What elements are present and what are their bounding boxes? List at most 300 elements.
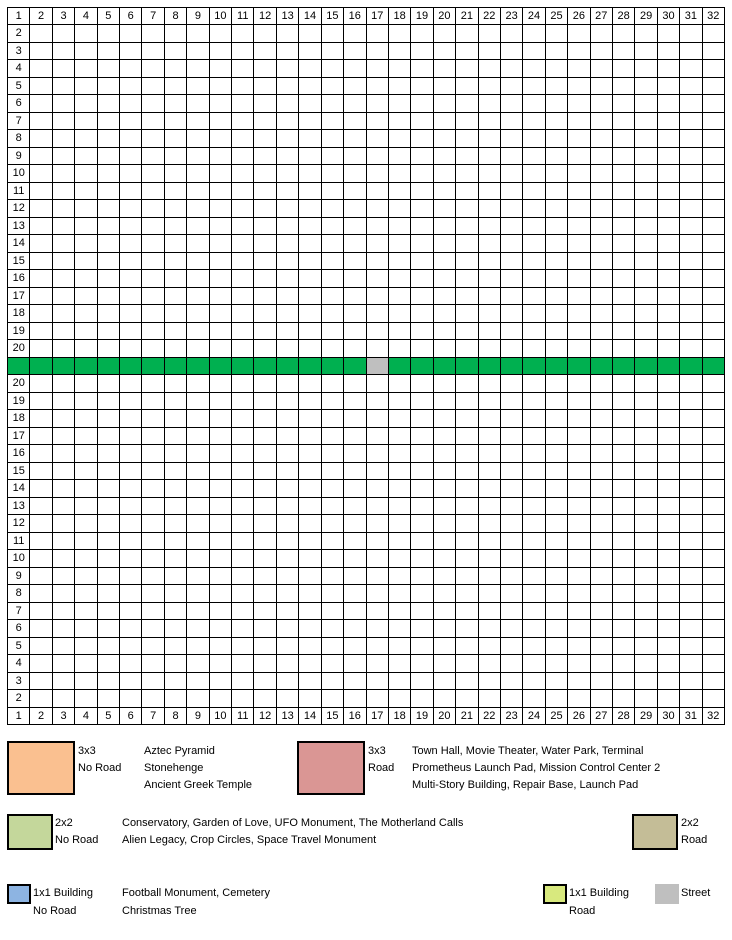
grid-cell (298, 654, 321, 672)
grid-cell (657, 147, 680, 165)
grid-cell (522, 602, 545, 620)
grid-cell (500, 42, 523, 60)
grid-cell (500, 199, 523, 217)
grid-cell (388, 164, 411, 182)
grid-cell (433, 112, 456, 130)
column-number-cell: 20 (433, 707, 456, 725)
grid-cell (679, 147, 702, 165)
grid-cell (455, 217, 478, 235)
grid-cell (231, 199, 254, 217)
grid-cell (433, 567, 456, 585)
grid-cell (343, 409, 366, 427)
column-number-cell: 1 (7, 707, 30, 725)
grid-cell (164, 444, 187, 462)
grid-cell (52, 567, 75, 585)
grid-cell (52, 497, 75, 515)
grid-cell (590, 147, 613, 165)
grid-cell (478, 532, 501, 550)
grid-cell (74, 392, 97, 410)
grid-cell (657, 339, 680, 357)
grid-cell (433, 77, 456, 95)
grid-cell (567, 182, 590, 200)
grid-cell (52, 654, 75, 672)
grid-cell (186, 619, 209, 637)
row-number-cell: 18 (7, 304, 30, 322)
grid-cell (634, 549, 657, 567)
grid-cell (545, 287, 568, 305)
grid-cell (657, 672, 680, 690)
legend-size-label: 2x2 (681, 817, 699, 829)
grid-cell (388, 112, 411, 130)
grid-cell (410, 654, 433, 672)
grid-cell (590, 619, 613, 637)
grid-cell (298, 689, 321, 707)
grid-cell (29, 234, 52, 252)
column-number-cell: 21 (455, 7, 478, 25)
grid-cell (97, 532, 120, 550)
grid-cell (478, 304, 501, 322)
grid-cell (343, 147, 366, 165)
grid-cell (119, 619, 142, 637)
grid-cell (545, 584, 568, 602)
grid-cell (186, 164, 209, 182)
grid-cell (410, 234, 433, 252)
grid-cell (522, 637, 545, 655)
row-number-cell: 7 (7, 112, 30, 130)
grid-cell (679, 234, 702, 252)
grid-cell (388, 479, 411, 497)
grid-cell (612, 24, 635, 42)
grid-cell (119, 637, 142, 655)
grid-cell (321, 637, 344, 655)
grid-cell (253, 42, 276, 60)
grid-cell (545, 59, 568, 77)
column-number-cell: 11 (231, 707, 254, 725)
grid-cell (522, 147, 545, 165)
column-number-cell: 26 (567, 7, 590, 25)
grid-cell (74, 94, 97, 112)
grid-cell (253, 94, 276, 112)
grid-cell (478, 77, 501, 95)
grid-cell (612, 77, 635, 95)
road-cell (253, 357, 276, 375)
grid-cell (231, 462, 254, 480)
grid-cell (702, 77, 725, 95)
grid-cell (522, 392, 545, 410)
grid-cell (141, 234, 164, 252)
column-number-cell: 31 (679, 707, 702, 725)
grid-cell (612, 392, 635, 410)
grid-cell (500, 497, 523, 515)
grid-cell (634, 304, 657, 322)
grid-cell (366, 112, 389, 130)
row-number-cell: 11 (7, 532, 30, 550)
grid-cell (455, 409, 478, 427)
grid-cell (209, 567, 232, 585)
grid-cell (29, 672, 52, 690)
grid-cell (366, 199, 389, 217)
grid-cell (52, 199, 75, 217)
grid-cell (657, 217, 680, 235)
grid-cell (119, 462, 142, 480)
grid-cell (545, 549, 568, 567)
grid-cell (455, 497, 478, 515)
grid-cell (545, 409, 568, 427)
grid-cell (702, 374, 725, 392)
grid-cell (366, 217, 389, 235)
grid-cell (366, 322, 389, 340)
column-number-cell: 30 (657, 7, 680, 25)
grid-cell (186, 654, 209, 672)
row-number-cell: 11 (7, 182, 30, 200)
grid-cell (612, 462, 635, 480)
grid-cell (253, 59, 276, 77)
grid-cell (209, 637, 232, 655)
grid-cell (612, 287, 635, 305)
grid-cell (119, 689, 142, 707)
grid-cell (567, 252, 590, 270)
grid-cell (321, 409, 344, 427)
grid-cell (433, 24, 456, 42)
grid-cell (590, 199, 613, 217)
grid-cell (634, 654, 657, 672)
grid-cell (321, 339, 344, 357)
grid-cell (590, 217, 613, 235)
grid-cell (119, 77, 142, 95)
grid-cell (545, 339, 568, 357)
grid-cell (231, 24, 254, 42)
grid-cell (410, 637, 433, 655)
grid-cell (52, 77, 75, 95)
grid-cell (186, 602, 209, 620)
legend-swatch-2x2-road (632, 814, 678, 850)
grid-cell (321, 322, 344, 340)
grid-cell (545, 532, 568, 550)
grid-cell (433, 497, 456, 515)
grid-cell (478, 164, 501, 182)
grid-cell (298, 602, 321, 620)
grid-cell (478, 252, 501, 270)
grid-cell (679, 182, 702, 200)
grid-cell (29, 269, 52, 287)
grid-cell (567, 42, 590, 60)
grid-cell (186, 497, 209, 515)
grid-cell (634, 129, 657, 147)
grid-cell (545, 147, 568, 165)
row-number-cell: 16 (7, 269, 30, 287)
grid-cell (478, 409, 501, 427)
grid-cell (567, 549, 590, 567)
grid-cell (410, 42, 433, 60)
grid-cell (209, 322, 232, 340)
grid-cell (29, 584, 52, 602)
grid-cell (455, 234, 478, 252)
grid-cell (612, 444, 635, 462)
grid-cell (567, 77, 590, 95)
column-number-cell: 5 (97, 707, 120, 725)
grid-cell (97, 164, 120, 182)
grid-cell (164, 409, 187, 427)
grid-cell (97, 584, 120, 602)
grid-cell (500, 444, 523, 462)
grid-cell (164, 287, 187, 305)
grid-cell (321, 129, 344, 147)
grid-cell (478, 427, 501, 445)
grid-cell (478, 637, 501, 655)
grid-cell (545, 374, 568, 392)
grid-cell (74, 532, 97, 550)
column-number-cell: 4 (74, 7, 97, 25)
grid-cell (410, 567, 433, 585)
grid-cell (522, 287, 545, 305)
grid-cell (634, 374, 657, 392)
grid-cell (702, 94, 725, 112)
column-number-cell: 10 (209, 7, 232, 25)
grid-cell (276, 77, 299, 95)
row-number-cell: 10 (7, 549, 30, 567)
grid-cell (164, 252, 187, 270)
grid-cell (567, 147, 590, 165)
legend-building-list: Alien Legacy, Crop Circles, Space Travel Monument (122, 834, 377, 846)
grid-cell (186, 147, 209, 165)
column-number-cell: 11 (231, 7, 254, 25)
row-number-cell: 2 (7, 689, 30, 707)
grid-cell (455, 567, 478, 585)
grid-cell (545, 269, 568, 287)
grid-cell (612, 584, 635, 602)
grid-cell (612, 234, 635, 252)
grid-cell (231, 479, 254, 497)
grid-cell (298, 182, 321, 200)
grid-cell (388, 672, 411, 690)
grid-cell (500, 392, 523, 410)
grid-cell (164, 567, 187, 585)
grid-cell (276, 234, 299, 252)
grid-cell (231, 654, 254, 672)
grid-cell (343, 42, 366, 60)
grid-cell (702, 602, 725, 620)
grid-cell (298, 584, 321, 602)
grid-cell (634, 269, 657, 287)
grid-cell (97, 24, 120, 42)
grid-cell (545, 234, 568, 252)
grid-cell (590, 77, 613, 95)
grid-cell (74, 217, 97, 235)
grid-cell (657, 462, 680, 480)
grid-cell (52, 549, 75, 567)
grid-cell (366, 514, 389, 532)
grid-cell (388, 182, 411, 200)
grid-cell (433, 392, 456, 410)
grid-cell (209, 654, 232, 672)
grid-cell (433, 584, 456, 602)
grid-cell (119, 339, 142, 357)
grid-cell (231, 427, 254, 445)
column-number-cell: 24 (522, 707, 545, 725)
grid-cell (343, 567, 366, 585)
grid-cell (612, 182, 635, 200)
grid-cell (433, 59, 456, 77)
grid-cell (545, 462, 568, 480)
grid-cell (321, 497, 344, 515)
grid-cell (634, 94, 657, 112)
grid-cell (253, 689, 276, 707)
legend-swatch-3x3-road (297, 741, 365, 795)
grid-cell (52, 129, 75, 147)
grid-cell (231, 182, 254, 200)
grid-cell (478, 479, 501, 497)
grid-cell (478, 322, 501, 340)
grid-cell (141, 339, 164, 357)
grid-cell (567, 374, 590, 392)
row-number-cell: 20 (7, 339, 30, 357)
grid-cell (231, 409, 254, 427)
grid-cell (702, 234, 725, 252)
grid-cell (590, 549, 613, 567)
grid-cell (567, 304, 590, 322)
grid-cell (186, 112, 209, 130)
grid-cell (253, 339, 276, 357)
grid-cell (52, 462, 75, 480)
grid-cell (74, 322, 97, 340)
grid-cell (366, 269, 389, 287)
grid-cell (366, 549, 389, 567)
grid-cell (164, 112, 187, 130)
grid-cell (343, 182, 366, 200)
grid-cell (164, 549, 187, 567)
grid-cell (388, 77, 411, 95)
grid-cell (455, 619, 478, 637)
grid-cell (500, 672, 523, 690)
grid-cell (209, 479, 232, 497)
legend-building-list: Town Hall, Movie Theater, Water Park, Terminal (412, 745, 644, 757)
grid-cell (186, 637, 209, 655)
grid-cell (74, 409, 97, 427)
grid-cell (186, 427, 209, 445)
grid-cell (52, 689, 75, 707)
grid-cell (74, 514, 97, 532)
grid-cell (679, 602, 702, 620)
grid-cell (410, 339, 433, 357)
grid-cell (74, 182, 97, 200)
grid-cell (612, 252, 635, 270)
column-number-cell: 27 (590, 707, 613, 725)
row-number-cell: 12 (7, 514, 30, 532)
grid-cell (545, 77, 568, 95)
legend-building-list: Football Monument, Cemetery (122, 887, 270, 899)
grid-cell (366, 462, 389, 480)
grid-cell (455, 339, 478, 357)
grid-cell (522, 304, 545, 322)
grid-cell (97, 94, 120, 112)
column-number-cell: 7 (141, 7, 164, 25)
grid-cell (366, 602, 389, 620)
grid-cell (209, 462, 232, 480)
grid-cell (679, 514, 702, 532)
grid-cell (567, 59, 590, 77)
grid-cell (612, 567, 635, 585)
grid-cell (366, 654, 389, 672)
grid-cell (97, 287, 120, 305)
grid-cell (276, 147, 299, 165)
grid-cell (186, 59, 209, 77)
grid-cell (679, 567, 702, 585)
grid-cell (545, 392, 568, 410)
legend-size-label: 2x2 (55, 817, 73, 829)
grid-cell (74, 42, 97, 60)
grid-cell (97, 234, 120, 252)
grid-cell (209, 287, 232, 305)
grid-cell (186, 42, 209, 60)
road-cell (97, 357, 120, 375)
grid-cell (388, 602, 411, 620)
grid-cell (119, 479, 142, 497)
grid-cell (298, 479, 321, 497)
grid-cell (321, 532, 344, 550)
row-number-cell: 19 (7, 322, 30, 340)
grid-cell (141, 584, 164, 602)
grid-cell (164, 269, 187, 287)
grid-cell (567, 164, 590, 182)
grid-cell (590, 514, 613, 532)
grid-cell (634, 479, 657, 497)
legend-building-list: Conservatory, Garden of Love, UFO Monument, The Motherland Calls (122, 817, 464, 829)
grid-cell (702, 689, 725, 707)
grid-cell (97, 304, 120, 322)
grid-cell (657, 164, 680, 182)
grid-cell (321, 462, 344, 480)
grid-cell (298, 409, 321, 427)
legend-building-list: Aztec Pyramid (144, 745, 215, 757)
grid-cell (545, 94, 568, 112)
grid-cell (366, 619, 389, 637)
grid-cell (74, 304, 97, 322)
grid-cell (209, 182, 232, 200)
grid-cell (522, 619, 545, 637)
grid-cell (500, 619, 523, 637)
grid-cell (522, 409, 545, 427)
grid-cell (119, 287, 142, 305)
grid-cell (209, 24, 232, 42)
road-cell (29, 357, 52, 375)
grid-cell (97, 339, 120, 357)
grid-cell (231, 287, 254, 305)
grid-cell (590, 304, 613, 322)
grid-cell (500, 59, 523, 77)
grid-cell (141, 77, 164, 95)
grid-cell (141, 532, 164, 550)
grid-cell (164, 689, 187, 707)
grid-cell (231, 217, 254, 235)
grid-cell (366, 304, 389, 322)
grid-cell (679, 112, 702, 130)
grid-cell (231, 689, 254, 707)
road-cell (590, 357, 613, 375)
grid-cell (74, 374, 97, 392)
grid-cell (410, 672, 433, 690)
grid-cell (478, 24, 501, 42)
grid-cell (141, 252, 164, 270)
grid-cell (545, 479, 568, 497)
column-number-cell: 2 (29, 7, 52, 25)
grid-cell (522, 182, 545, 200)
grid-cell (321, 427, 344, 445)
grid-cell (455, 269, 478, 287)
grid-cell (679, 269, 702, 287)
grid-cell (679, 584, 702, 602)
grid-cell (74, 479, 97, 497)
column-number-cell: 14 (298, 707, 321, 725)
